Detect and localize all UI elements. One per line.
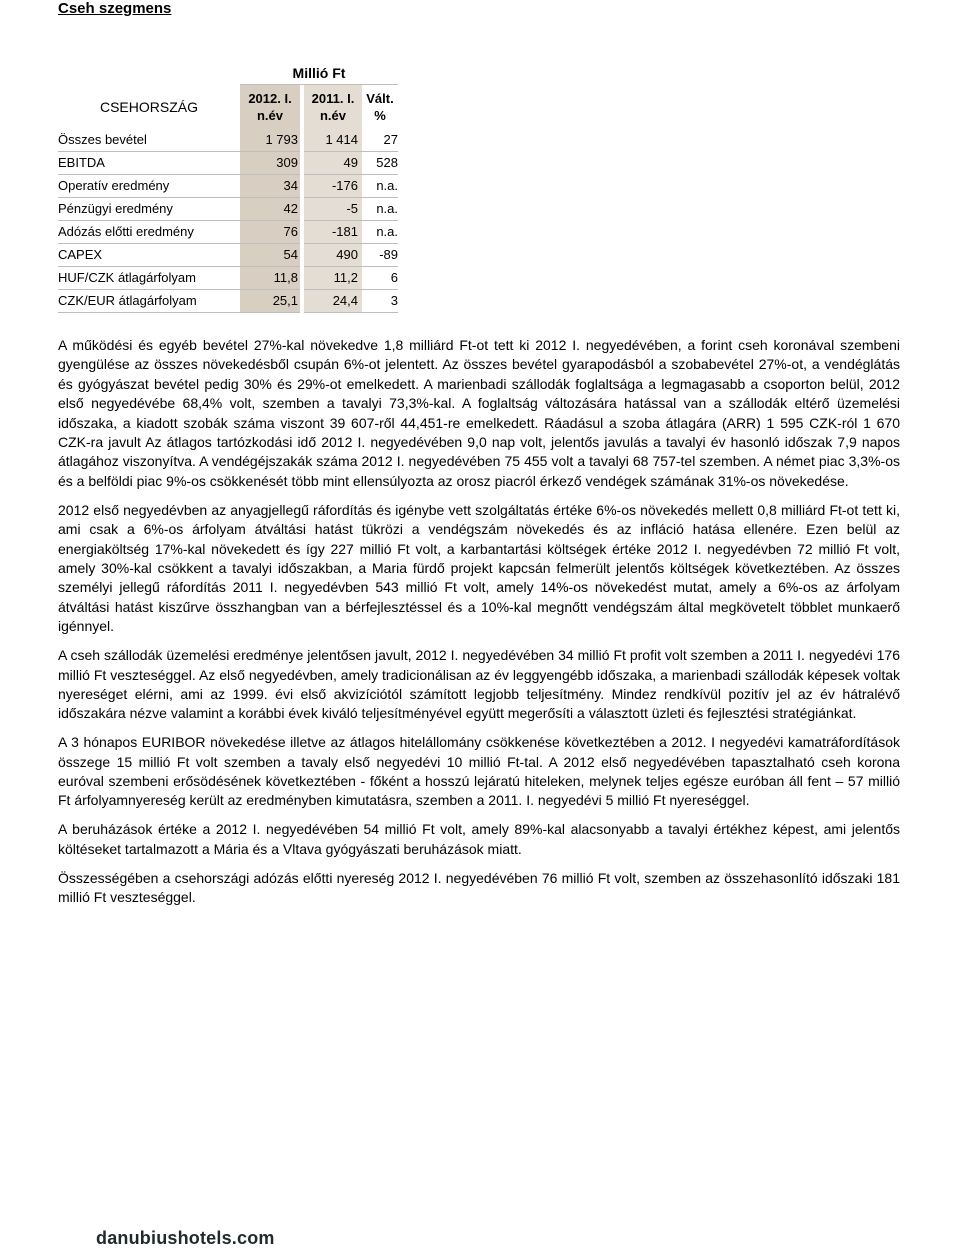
section-title: Cseh szegmens — [58, 0, 172, 17]
value-2011: 24,4 — [304, 290, 362, 313]
value-2012: 42 — [240, 198, 300, 221]
paragraph: A beruházások értéke a 2012 I. negyedévében 54 millió Ft volt, amely 89%-kal alacsonyabb a tavalyi értékhez képest, ami jelentős költéseket tartalmazott a Mária és a Vltava gyógyászati beruházások miatt. — [58, 821, 900, 857]
table-row — [58, 198, 398, 221]
value-2012: 1 793 — [240, 129, 300, 152]
value-change: n.a. — [362, 221, 398, 244]
paragraph: 2012 első negyedévben az anyagjellegű ráfordítás és igénybe vett szolgáltatás értéke 6%-os növekedés mellett 0,8 milliárd Ft-ot tett ki, ami csak a 6%-os árfolyam átváltási hatást tükrözi a vendégszám növekedés és az infláció hatása ellenére. Ezen belül az energiaköltség 17%-kal növekedett és így 227 millió Ft volt, a karbantartási költségek értéke 2012 I. negyedévben 72 millió Ft volt, amely 30%-kal csökkent a tavalyi időszakban, a Maria fürdő projekt kapcsán felmerült jelentős költségek következtében. Az összes személyi jellegű ráfordítás 2011 I. negyedévben 543 millió Ft volt, amely 14%-os növekedést mutat, amely a 6%-os az árfolyam átváltási hatást kiszűrve összhangban van a bérfejlesztéssel és a 10%-kal megnőtt vendégszám által megkövetelt többlet munkaerő igénnyel. — [58, 501, 900, 635]
row-label: Összes bevétel — [58, 129, 240, 152]
col-header-change: Vált. % — [366, 91, 394, 123]
row-label: CZK/EUR átlagárfolyam — [58, 290, 240, 313]
value-change: 3 — [362, 290, 398, 313]
row-label: Pénzügyi eredmény — [58, 198, 240, 221]
table-row — [58, 290, 398, 313]
col-header-2011: 2011. I. n.év — [304, 85, 362, 130]
value-change: 27 — [362, 129, 398, 152]
value-2012: 54 — [240, 244, 300, 267]
paragraph: A cseh szállodák üzemelési eredménye jelentősen javult, 2012 I. negyedévében 34 millió Ft profit volt szemben a 2011 I. negyedévi 176 millió Ft veszteséggel. Az első negyedévben, amely tradicionálisan az év leggyengébb időszaka, a marienbadi szállodák képesek voltak nyereséget elérni, ami az 1999. évi első akvizíciótól számított legjobb teljesítmény. Mindez rendkívül pozitív jel az év hátralévő időszakára nézve valamint a korábbi évek kiváló teljesítményével együtt megerősíti a választott üzleti és fejlesztési stratégiánkat. — [58, 647, 900, 722]
value-change: 6 — [362, 267, 398, 290]
footer-logo: danubiushotels.com — [96, 1228, 275, 1248]
row-label: Operatív eredmény — [58, 175, 240, 198]
value-2012: 11,8 — [240, 267, 300, 290]
group-header: Millió Ft — [240, 62, 398, 85]
table-row — [58, 221, 398, 244]
paragraph: A működési és egyéb bevétel 27%-kal növekedve 1,8 milliárd Ft-ot tett ki 2012 I. negyedévében, a forint cseh koronával szembeni gyengülése az összes növekedésből csupán 6%-ot jelentett. Az összes bevétel gyarapodásból a szobabevétel 27%-ot, a vendéglátás és gyógyászat bevétel pedig 30% és 29%-ot emelkedett. A marienbadi szállodák foglaltsága a legmagasabb a csoporton belül, 2012 első negyedévébe 68,4% volt, szemben a tavalyi 73,3%-kal. A foglaltság változására hatással van a szállodák eltérő üzemelési időszaka, a kiadott szobák száma viszont 39 607-ről 44,451-re emelkedett. Ráadásul a szoba átlagára (ARR) 1 595 CZK-ról 1 670 CZK-ra javult Az átlagos tartózkodási idő 2012 I. negyedévében 9,0 nap volt, jelentős javulás a tavalyi év hasonló időszak 7,9 napos átlagához viszonyítva. A vendégéjszakák száma 2012 I. negyedévében 75 455 volt a tavalyi 68 757-tel szemben. A német piac 3,3%-os és a belföldi piac 9%-os csökkenését több mint ellensúlyozta az orosz piacról érkező vendégek számának 31%-os növekedése. — [58, 337, 900, 489]
value-2012: 309 — [240, 152, 300, 175]
paragraph: Összességében a csehországi adózás előtti nyereség 2012 I. negyedévében 76 millió Ft volt, szemben az összehasonlító időszaki 181 millió Ft veszteséggel. — [58, 869, 900, 906]
value-2011: 490 — [304, 244, 362, 267]
table-row — [58, 244, 398, 267]
table-row — [58, 175, 398, 198]
row-label: CAPEX — [58, 244, 240, 267]
value-change: 528 — [362, 152, 398, 175]
value-2012: 25,1 — [240, 290, 300, 313]
row-label: Adózás előtti eredmény — [58, 221, 240, 244]
corner-label: CSEHORSZÁG — [99, 98, 198, 115]
body-text — [58, 336, 900, 917]
value-change: n.a. — [362, 175, 398, 198]
value-2012: 34 — [240, 175, 300, 198]
col-header-2012: 2012. I. n.év — [240, 85, 300, 130]
row-label: HUF/CZK átlagárfolyam — [58, 267, 240, 290]
value-2011: -5 — [304, 198, 362, 221]
table-row — [58, 267, 398, 290]
financial-table — [58, 62, 398, 313]
value-change: n.a. — [362, 198, 398, 221]
value-2011: 1 414 — [304, 129, 362, 152]
value-2012: 76 — [240, 221, 300, 244]
value-2011: -181 — [304, 221, 362, 244]
value-2011: 11,2 — [304, 267, 362, 290]
footer-bar — [0, 1250, 960, 1258]
table-row — [58, 152, 398, 175]
paragraph: A 3 hónapos EURIBOR növekedése illetve az átlagos hitelállomány csökkenése következtében a 2012. I negyedévi kamatráfordítások összege 15 millió Ft volt szemben a tavaly első negyedévi 10 millió Ft-tal. A 2012 első negyedévében tapasztalható cseh korona euróval szembeni erősödésének következtében - főként a hosszú lejáratú hiteleken, melynek teljes egésze euróban áll fent – 57 millió Ft árfolyamnyereség került az eredményben kimutatásra, szemben a 2011. I. negyedévi 5 millió Ft nyereséggel. — [58, 734, 900, 809]
table-row — [58, 129, 398, 152]
value-change: -89 — [362, 244, 398, 267]
value-2011: 49 — [304, 152, 362, 175]
row-label: EBITDA — [58, 152, 240, 175]
value-2011: -176 — [304, 175, 362, 198]
